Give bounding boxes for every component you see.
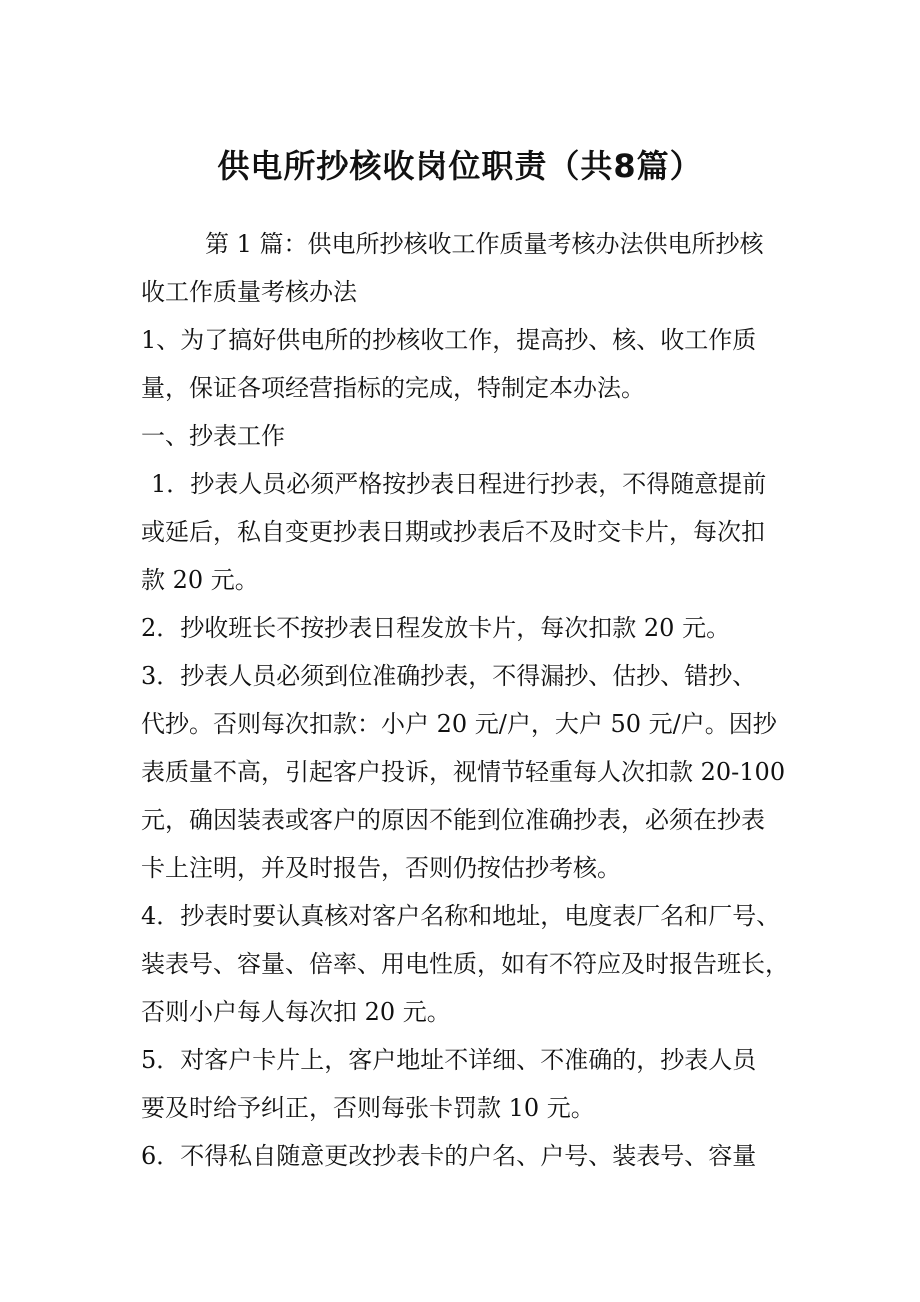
paragraph-line: 3．抄表人员必须到位准确抄表，不得漏抄、估抄、错抄、 — [141, 662, 757, 690]
paragraph-line: 收工作质量考核办法 — [141, 278, 357, 306]
paragraph-line: 代抄。否则每次扣款：小户 20 元/户，大户 50 元/户。因抄 — [141, 710, 777, 738]
paragraph-line: 5．对客户卡片上，客户地址不详细、不准确的，抄表人员 — [141, 1046, 757, 1074]
paragraph-line: 要及时给予纠正，否则每张卡罚款 10 元。 — [141, 1094, 595, 1122]
paragraph-line: 卡上注明，并及时报告，否则仍按估抄考核。 — [141, 854, 621, 882]
paragraph-line: 第 1 篇：供电所抄核收工作质量考核办法供电所抄核 — [205, 230, 764, 258]
paragraph-line: 款 20 元。 — [141, 566, 259, 594]
document-title: 供电所抄核收岗位职责（共8篇） — [217, 147, 703, 185]
paragraph-line: 表质量不高，引起客户投诉，视情节轻重每人次扣款 20-100 — [141, 758, 786, 786]
paragraph-line: 否则小户每人每次扣 20 元。 — [141, 998, 451, 1026]
paragraph-line: 2．抄收班长不按抄表日程发放卡片，每次扣款 20 元。 — [141, 614, 731, 642]
paragraph-line: 1、为了搞好供电所的抄核收工作，提高抄、核、收工作质 — [141, 326, 757, 354]
paragraph-line: 4．抄表时要认真核对客户名称和地址，电度表厂名和厂号、 — [141, 902, 781, 930]
paragraph-line: 6．不得私自随意更改抄表卡的户名、户号、装表号、容量 — [141, 1142, 757, 1170]
paragraph-line: 1．抄表人员必须严格按抄表日程进行抄表，不得随意提前 — [151, 470, 767, 498]
paragraph-line: 元，确因装表或客户的原因不能到位准确抄表，必须在抄表 — [141, 806, 765, 834]
section-heading: 一、抄表工作 — [141, 422, 285, 450]
document-body — [141, 220, 801, 1180]
paragraph-line: 量，保证各项经营指标的完成，特制定本办法。 — [141, 374, 645, 402]
paragraph-line: 或延后，私自变更抄表日期或抄表后不及时交卡片，每次扣 — [141, 518, 765, 546]
paragraph-line: 装表号、容量、倍率、用电性质，如有不符应及时报告班长， — [141, 950, 789, 978]
